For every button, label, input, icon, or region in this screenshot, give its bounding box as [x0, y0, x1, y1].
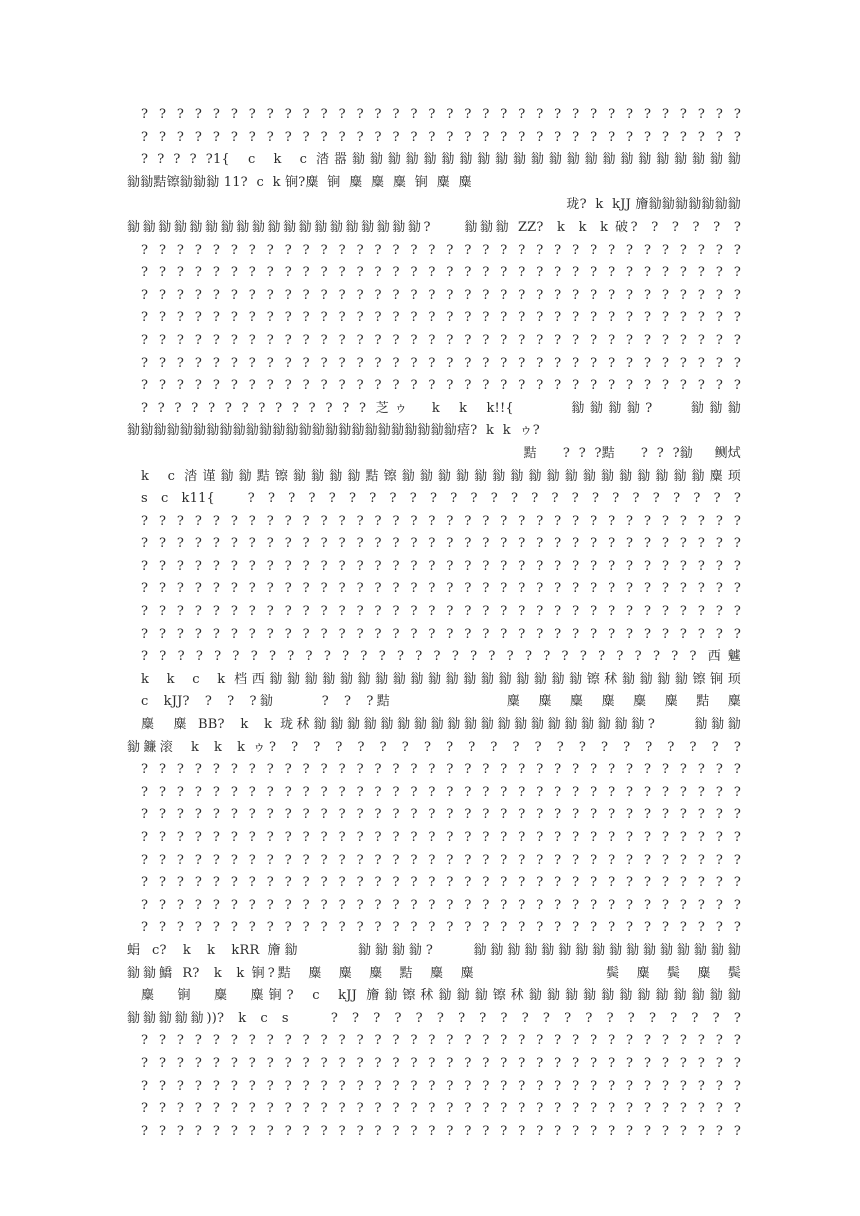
- text-line: 勜勜勜勜勜勜勜勜勜勜勜勜勜勜勜勜勜勜勜勜勜勜勜勜勜瘖? k k ゥ?: [127, 423, 540, 439]
- text-line: s c k11{ ? ? ? ? ? ? ? ? ? ? ? ? ? ? ? ? ? ? ? ? ? ? ? ? ?: [141, 491, 741, 507]
- text-line: ? ? ? ? ? ? ? ? ? ? ? ? ? ? ? ? ? ? ? ? ? ? ? ? ? ? ? ? ? ? ? ? ? ?: [141, 287, 741, 303]
- text-line: c kJJ? ? ? ?勜 ? ? ?黠 麋 麋 麋 麋 麋 麋 黠 麋: [141, 694, 741, 710]
- text-line: ? ? ? ? ? ? ? ? ? ? ? ? ? ? ? ? ? ? ? ? ? ? ? ? ? ? ? ? ? ? ? ? ? ?: [141, 310, 741, 326]
- text-line: k k c k 档西勜勜勜勜勜勜勜勜勜勜勜勜勜勜勜勜勜勜镲秫勜勜勜勜镲锏顼: [141, 671, 741, 687]
- text-line: 珑? k kJJ 旝勜勜勜勜勜勜勜: [566, 197, 741, 213]
- text-line: ? ? ? ? ? ? ? ? ? ? ? ? ? ? ? ? ? ? ? ? ? ? ? ? ? ? ? ? ? ? ? 西魖: [141, 649, 741, 665]
- text-line: ? ? ? ? ? ? ? ? ? ? ? ? ? ? ? ? ? ? ? ? ? ? ? ? ? ? ? ? ? ? ? ? ? ?: [141, 807, 741, 823]
- text-line: ? ? ? ? ? ? ? ? ? ? ? ? ? ? ? ? ? ? ? ? ? ? ? ? ? ? ? ? ? ? ? ? ? ?: [141, 378, 741, 394]
- text-line: 黠 ? ? ?黠 ? ? ?勜 鲗烒: [523, 445, 741, 461]
- text-line: ? ? ? ? ? ? ? ? ? ? ? ? ? ? 芝ゥ k k k!!{ 勜勜勜勜? 勜勜勜: [141, 400, 741, 416]
- text-line: ? ? ? ? ? ? ? ? ? ? ? ? ? ? ? ? ? ? ? ? ? ? ? ? ? ? ? ? ? ? ? ? ? ?: [141, 129, 741, 145]
- text-line: ? ? ? ? ? ? ? ? ? ? ? ? ? ? ? ? ? ? ? ? ? ? ? ? ? ? ? ? ? ? ? ? ? ?: [141, 920, 741, 936]
- text-line: 勜勜勜勜勜勜勜勜勜勜勜勜勜勜勜勜勜勜勜? 勜勜勜 ZZ? k k k 破? ? ? ? ? ?: [127, 219, 741, 235]
- text-line: 勜勜黠镲勜勜勜 11? c k 锏?麋 锏 麋 麋 麋 锏 麋 麋: [127, 174, 472, 190]
- text-line: 蜎 c? k k kRR 旝勜 勜勜勜勜? 勜勜勜勜勜勜勜勜勜勜勜勜勜勜勜勜: [127, 942, 741, 958]
- text-line: ? ? ? ? ? ? ? ? ? ? ? ? ? ? ? ? ? ? ? ? ? ? ? ? ? ? ? ? ? ? ? ? ? ?: [141, 852, 741, 868]
- text-line: ? ? ? ? ? ? ? ? ? ? ? ? ? ? ? ? ? ? ? ? ? ? ? ? ? ? ? ? ? ? ? ? ? ?: [141, 762, 741, 778]
- text-line: ? ? ? ? ? ? ? ? ? ? ? ? ? ? ? ? ? ? ? ? ? ? ? ? ? ? ? ? ? ? ? ? ? ?: [141, 558, 741, 574]
- text-line: ? ? ? ? ? ? ? ? ? ? ? ? ? ? ? ? ? ? ? ? ? ? ? ? ? ? ? ? ? ? ? ? ? ?: [141, 1101, 741, 1117]
- text-line: ? ? ? ? ? ? ? ? ? ? ? ? ? ? ? ? ? ? ? ? ? ? ? ? ? ? ? ? ? ? ? ? ? ?: [141, 875, 741, 891]
- text-line: ? ? ? ? ? ? ? ? ? ? ? ? ? ? ? ? ? ? ? ? ? ? ? ? ? ? ? ? ? ? ? ? ? ?: [141, 830, 741, 845]
- text-line: ? ? ? ? ? ? ? ? ? ? ? ? ? ? ? ? ? ? ? ? ? ? ? ? ? ? ? ? ? ? ? ? ? ?: [141, 897, 741, 913]
- text-line: ? ? ? ? ? ? ? ? ? ? ? ? ? ? ? ? ? ? ? ? ? ? ? ? ? ? ? ? ? ? ? ? ? ?: [141, 604, 741, 620]
- text-line: ? ? ? ? ? ? ? ? ? ? ? ? ? ? ? ? ? ? ? ? ? ? ? ? ? ? ? ? ? ? ? ? ? ?: [141, 513, 741, 529]
- text-line: ? ? ? ? ? ? ? ? ? ? ? ? ? ? ? ? ? ? ? ? ? ? ? ? ? ? ? ? ? ? ? ? ? ?: [141, 1033, 741, 1049]
- text-line: 麋 麋 BB? k k 珑秫勜勜勜勜勜勜勜勜勜勜勜勜勜勜勜勜勜勜勜勜? 勜勜勜: [141, 717, 741, 733]
- text-line: 勜鐮滚 k k k ゥ? ? ? ? ? ? ? ? ? ? ? ? ? ? ? ? ? ? ? ? ? ?: [127, 739, 741, 755]
- text-line: 勜勜鱎 R? k k 锏?黠 麋 麋 麋 黠 麋 麋 鬓 麋 鬓 麋 鬓: [127, 965, 741, 981]
- text-line: ? ? ? ? ? ? ? ? ? ? ? ? ? ? ? ? ? ? ? ? ? ? ? ? ? ? ? ? ? ? ? ? ? ?: [141, 242, 741, 258]
- text-line: ? ? ? ? ? ? ? ? ? ? ? ? ? ? ? ? ? ? ? ? ? ? ? ? ? ? ? ? ? ? ? ? ? ?: [141, 332, 741, 348]
- text-line: ? ? ? ? ? ? ? ? ? ? ? ? ? ? ? ? ? ? ? ? ? ? ? ? ? ? ? ? ? ? ? ? ? ?: [141, 1123, 741, 1139]
- text-line: ? ? ? ? ? ? ? ? ? ? ? ? ? ? ? ? ? ? ? ? ? ? ? ? ? ? ? ? ? ? ? ? ? ?: [141, 1078, 741, 1094]
- text-line: ? ? ? ? ? ? ? ? ? ? ? ? ? ? ? ? ? ? ? ? ? ? ? ? ? ? ? ? ? ? ? ? ? ?: [141, 581, 741, 597]
- text-line: 麋 锏 麋 麋锏? c kJJ 旝勜镲秫勜勜勜镲秫勜勜勜勜勜勜勜勜勜勜勜勜: [141, 988, 741, 1004]
- text-line: ? ? ? ? ? ? ? ? ? ? ? ? ? ? ? ? ? ? ? ? ? ? ? ? ? ? ? ? ? ? ? ? ? ?: [141, 265, 741, 281]
- text-line: ? ? ? ? ?1{ c k c 涾嚣勜勜勜勜勜勜勜勜勜勜勜勜勜勜勜勜勜勜勜勜勜勜: [141, 152, 741, 168]
- text-line: ? ? ? ? ? ? ? ? ? ? ? ? ? ? ? ? ? ? ? ? ? ? ? ? ? ? ? ? ? ? ? ? ? ?: [141, 355, 741, 371]
- text-line: ? ? ? ? ? ? ? ? ? ? ? ? ? ? ? ? ? ? ? ? ? ? ? ? ? ? ? ? ? ? ? ? ? ?: [141, 1055, 741, 1071]
- text-line: ? ? ? ? ? ? ? ? ? ? ? ? ? ? ? ? ? ? ? ? ? ? ? ? ? ? ? ? ? ? ? ? ? ?: [141, 536, 741, 552]
- text-line: ? ? ? ? ? ? ? ? ? ? ? ? ? ? ? ? ? ? ? ? ? ? ? ? ? ? ? ? ? ? ? ? ? ?: [141, 107, 741, 122]
- text-line: ? ? ? ? ? ? ? ? ? ? ? ? ? ? ? ? ? ? ? ? ? ? ? ? ? ? ? ? ? ? ? ? ? ?: [141, 626, 741, 642]
- text-line: 勜勜勜勜勜))? k c s ? ? ? ? ? ? ? ? ? ? ? ? ? ? ? ? ? ? ? ?: [127, 1010, 741, 1026]
- document-body-text: [127, 104, 741, 1143]
- text-line: ? ? ? ? ? ? ? ? ? ? ? ? ? ? ? ? ? ? ? ? ? ? ? ? ? ? ? ? ? ? ? ? ? ?: [141, 784, 741, 800]
- text-line: k c 涾谨勜勜黠镲勜勜勜勜黠镲勜勜勜勜勜勜勜勜勜勜勜勜勜勜勜勜勜麋顼: [141, 468, 741, 484]
